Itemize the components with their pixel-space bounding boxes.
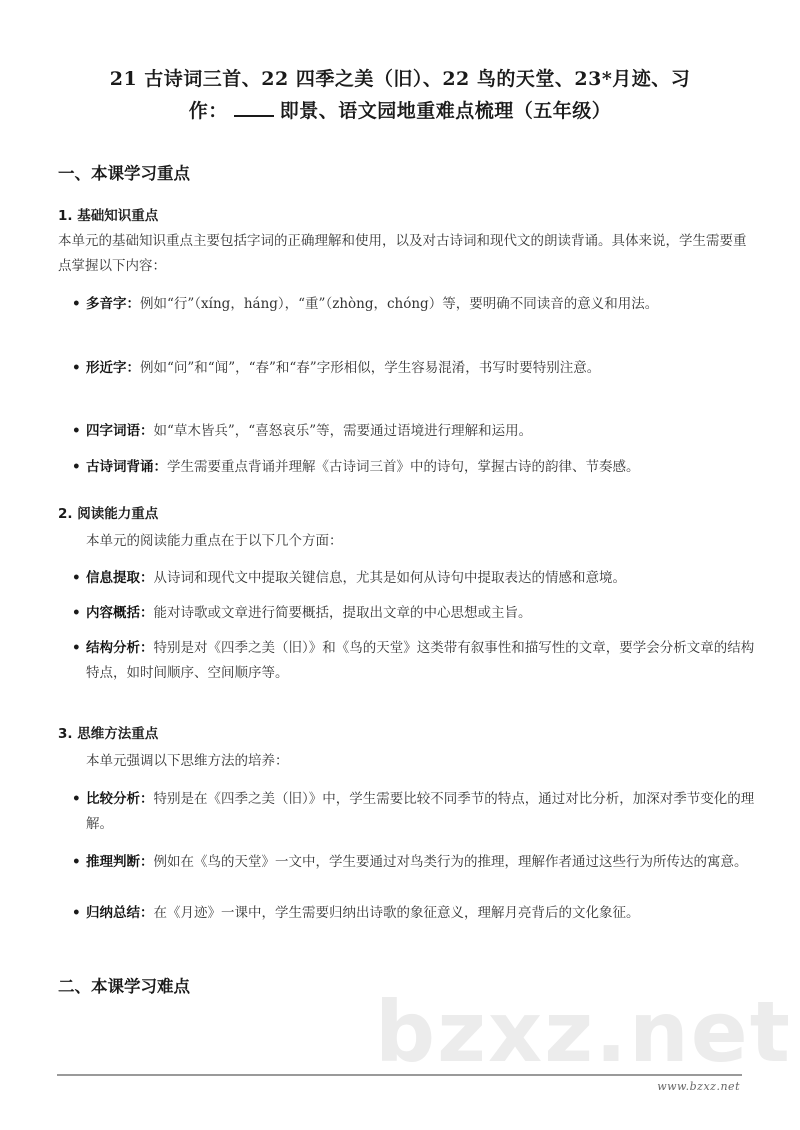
bullet-icon: • — [72, 905, 81, 921]
bullet-icon: • — [72, 570, 81, 586]
document-title — [60, 64, 740, 127]
footer-url: www.bzxz.net — [657, 1080, 740, 1093]
bullet-item — [72, 787, 762, 837]
bullet-icon: • — [72, 423, 81, 439]
bullet-term: 四字词语： — [86, 423, 154, 439]
subsection-3-heading: 3. 思维方法重点 — [58, 726, 159, 742]
title-line-2-suffix: 即景、语文园地重难点梳理（五年级） — [279, 100, 612, 122]
bullet-text: 特别是对《四季之美（旧）》和《鸟的天堂》这类带有叙事性和描写性的文章，要学会分析文章的结构特点，如时间顺序、空间顺序等。 — [86, 640, 755, 681]
bullet-text: 例如“行”（xíng，háng），“重”（zhòng，chóng）等，要明确不同读音的意义和用法。 — [140, 296, 659, 312]
footer-divider — [57, 1074, 742, 1076]
bullet-text: 学生需要重点背诵并理解《古诗词三首》中的诗句，掌握古诗的韵律、节奏感。 — [167, 459, 640, 475]
bullet-icon: • — [72, 459, 81, 475]
bullet-term: 归纳总结： — [86, 905, 154, 921]
title-line-1: 21 古诗词三首、22 四季之美（旧）、22 鸟的天堂、23*月迹、习 — [109, 68, 691, 90]
bullet-text: 特别是在《四季之美（旧）》中，学生需要比较不同季节的特点，通过对比分析，加深对季节变化的理解。 — [86, 791, 755, 832]
title-blank — [234, 95, 274, 117]
subsection-1-intro: 本单元的基础知识重点主要包括字词的正确理解和使用，以及对古诗词和现代文的朗读背诵。具体来说，学生需要重点掌握以下内容： — [58, 233, 747, 274]
bullet-item — [72, 901, 762, 926]
bullet-text: 能对诗歌或文章进行简要概括，提取出文章的中心思想或主旨。 — [153, 605, 532, 621]
bullet-text: 从诗词和现代文中提取关键信息，尤其是如何从诗句中提取表达的情感和意境。 — [153, 570, 626, 586]
bullet-icon: • — [72, 791, 81, 807]
bullet-item — [72, 636, 762, 686]
bullet-icon: • — [72, 296, 81, 312]
bullet-term: 结构分析： — [86, 640, 154, 656]
bullet-item — [72, 455, 762, 480]
bullet-term: 信息提取： — [86, 570, 154, 586]
bullet-item — [72, 292, 762, 317]
bullet-term: 形近字： — [86, 360, 140, 376]
bullet-item — [72, 419, 762, 444]
section-1-heading: 一、本课学习重点 — [58, 164, 190, 183]
bullet-icon: • — [72, 640, 81, 656]
title-line-2-prefix: 作： — [188, 100, 228, 122]
bullet-term: 内容概括： — [86, 605, 154, 621]
bullet-text: 在《月迹》一课中，学生需要归纳出诗歌的象征意义，理解月亮背后的文化象征。 — [153, 905, 640, 921]
bullet-item — [72, 850, 762, 875]
bullet-item — [72, 356, 762, 381]
subsection-2-heading: 2. 阅读能力重点 — [58, 506, 159, 522]
bullet-term: 推理判断： — [86, 854, 154, 870]
bullet-term: 比较分析： — [86, 791, 154, 807]
bullet-item — [72, 566, 762, 591]
subsection-3-intro: 本单元强调以下思维方法的培养： — [86, 753, 289, 769]
bullet-text: 例如在《鸟的天堂》一文中，学生要通过对鸟类行为的推理，理解作者通过这些行为所传达的寓意。 — [153, 854, 748, 870]
bullet-text: 例如“问”和“闻”，“春”和“春”字形相似，学生容易混淆，书写时要特别注意。 — [140, 360, 601, 376]
bullet-icon: • — [72, 854, 81, 870]
bullet-item — [72, 601, 762, 626]
section-2-heading: 二、本课学习难点 — [58, 977, 190, 996]
bullet-text: 如“草木皆兵”，“喜怒哀乐”等，需要通过语境进行理解和运用。 — [153, 423, 533, 439]
subsection-1-heading: 1. 基础知识重点 — [58, 208, 159, 224]
subsection-2-intro: 本单元的阅读能力重点在于以下几个方面： — [86, 533, 343, 549]
bullet-icon: • — [72, 605, 81, 621]
watermark: bzxz.net — [375, 983, 792, 1081]
bullet-term: 古诗词背诵： — [86, 459, 167, 475]
bullet-icon: • — [72, 360, 81, 376]
bullet-term: 多音字： — [86, 296, 140, 312]
title-line-2 — [60, 95, 740, 127]
